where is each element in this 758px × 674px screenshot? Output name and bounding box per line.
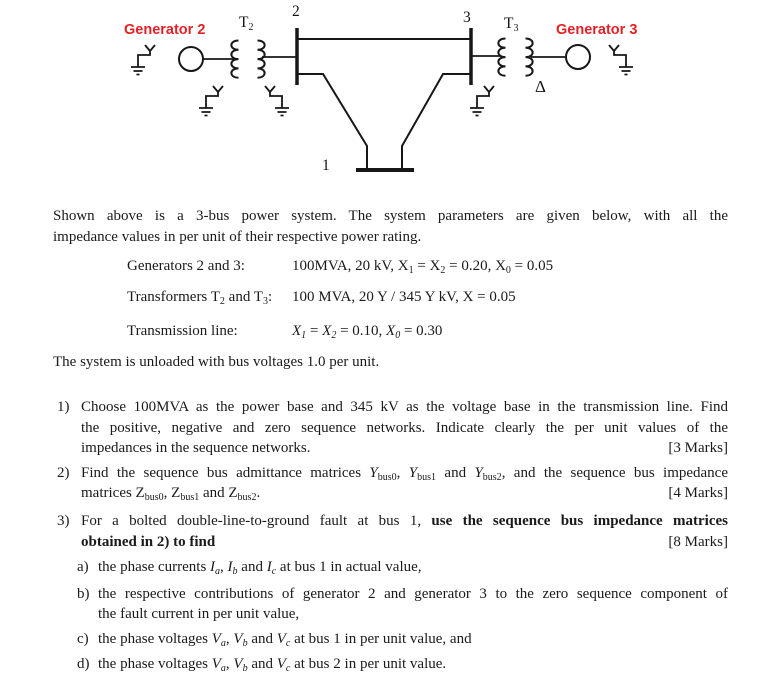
line-bus3-bus1	[402, 74, 470, 169]
text-run: at bus 1 in per unit value, and	[290, 631, 472, 647]
text-run: Y	[474, 464, 483, 481]
text-run: the fault current in per unit value,	[98, 606, 300, 623]
text-run: ,	[225, 655, 234, 672]
delta-winding-symbol: Δ	[535, 77, 546, 96]
text-line	[53, 352, 728, 373]
text-run: bus0	[377, 471, 397, 483]
text-run: :	[267, 289, 273, 306]
text-run: and T	[224, 289, 263, 306]
bus2-label: 2	[292, 3, 300, 20]
text-run: c	[285, 662, 291, 674]
item-marker: b)	[77, 585, 90, 602]
text-run: Generators 2 and 3:	[127, 258, 245, 275]
text-run: Find the sequence bus admittance matrices	[81, 464, 370, 481]
text-run: 100 MVA, 20 Y / 345 Y kV, X = 0.05	[292, 289, 516, 306]
question-3a	[53, 557, 728, 578]
item-marker: 3)	[57, 513, 70, 530]
document-body	[53, 206, 728, 674]
question-3c	[53, 629, 728, 650]
bus3-label: 3	[463, 9, 471, 26]
generator2-symbol	[179, 47, 203, 71]
text-run: , Z	[163, 485, 181, 502]
text-run: b	[242, 662, 248, 674]
text-run: X	[386, 322, 396, 339]
param-transmission-line	[127, 321, 728, 347]
param-label	[127, 256, 292, 282]
text-run: For a bolted double-line-to-ground fault at bus 1,	[81, 513, 432, 530]
text-run: 2	[331, 329, 337, 341]
param-label	[127, 321, 292, 347]
t2-right-ground-symbol	[265, 86, 289, 116]
line-bus2-bus1	[298, 74, 367, 169]
text-run: bus2	[237, 492, 257, 504]
text-run: T	[504, 15, 514, 32]
text-run: ,	[225, 631, 234, 647]
param-label	[127, 287, 292, 313]
t3-left-ground-symbol	[470, 86, 494, 116]
text-run: 0	[395, 329, 401, 341]
text-run: Shown above is a 3-bus power system. The system parameters are given below, with all the	[53, 208, 728, 224]
question-3d	[53, 654, 728, 674]
t2-winding-right	[258, 41, 265, 78]
transformer-t3-label	[504, 15, 518, 34]
text-run: and	[247, 631, 277, 647]
text-run: b	[242, 638, 248, 649]
text-run: c	[285, 638, 291, 649]
text-line	[98, 629, 728, 650]
text-run: bus1	[417, 471, 437, 483]
text-run: .	[256, 485, 261, 502]
text-run: a	[220, 662, 226, 674]
transformer-t2-label	[239, 14, 253, 33]
text-run: I	[227, 559, 233, 576]
gen3-neutral-ground-symbol	[609, 45, 633, 75]
param-value	[292, 321, 728, 347]
intro-paragraph	[53, 206, 728, 247]
text-run: 1	[408, 265, 414, 277]
text-run: V	[276, 631, 286, 647]
text-run: = X	[413, 258, 441, 275]
marks-label: [8 Marks]	[668, 533, 728, 550]
marks-label: [3 Marks]	[668, 440, 728, 457]
text-run: = 0.10,	[336, 322, 387, 339]
param-value	[292, 256, 728, 282]
text-run: = 0.30	[400, 322, 443, 339]
text-run: bus1	[180, 492, 200, 504]
text-run: c	[271, 566, 277, 578]
marks-label: [4 Marks]	[668, 485, 728, 502]
text-run: impedance values in per unit of their respective power rating.	[53, 228, 422, 245]
text-line	[53, 227, 728, 248]
text-run: the phase voltages	[98, 655, 212, 672]
text-run: at bus 2 in per unit value.	[290, 655, 447, 672]
text-run: =	[306, 322, 323, 339]
item-marker: a)	[77, 559, 89, 576]
text-run: The system is unloaded with bus voltages 1.0 per unit.	[53, 354, 380, 371]
text-run: a	[215, 566, 221, 578]
text-run: impedances in the sequence networks.	[81, 440, 311, 457]
text-line	[81, 532, 728, 553]
text-line	[98, 584, 728, 605]
text-run: Transformers T	[127, 289, 220, 306]
text-line	[53, 206, 728, 227]
text-run: T	[239, 14, 249, 31]
text-run: Transmission line:	[127, 322, 238, 339]
item-marker: 2)	[57, 464, 70, 481]
text-run: bus0	[144, 492, 164, 504]
bus1-label: 1	[322, 157, 330, 174]
text-run: and	[247, 655, 277, 672]
text-run: 0	[505, 265, 511, 277]
text-run: 2	[248, 22, 254, 33]
text-run: I	[266, 559, 272, 576]
text-run: ,	[220, 559, 228, 576]
text-run: the respective contributions of generator 2 and generator 3 to the zero sequence component of	[98, 585, 728, 602]
text-run: the phase voltages	[98, 631, 212, 647]
text-line	[81, 463, 728, 484]
text-line	[81, 483, 728, 504]
question-1	[53, 397, 728, 459]
t3-winding-left	[498, 39, 505, 76]
text-run: and Z	[199, 485, 238, 502]
text-line	[98, 604, 728, 625]
generator3-label: Generator 3	[556, 22, 638, 38]
text-run: 2	[219, 296, 225, 308]
text-run: 2	[440, 265, 446, 277]
one-line-diagram-svg	[0, 0, 758, 196]
text-run: at bus 1 in actual value,	[276, 559, 422, 576]
text-run: 100MVA, 20 kV, X	[292, 258, 409, 275]
text-run: I	[210, 559, 216, 576]
text-run: V	[233, 655, 243, 672]
text-run: 3	[513, 23, 519, 34]
text-run: X	[292, 322, 302, 339]
generator3-symbol	[566, 45, 590, 69]
t2-left-ground-symbol	[199, 86, 223, 116]
text-run: V	[233, 631, 243, 647]
text-run: 3	[262, 296, 268, 308]
text-run: obtained in 2) to find	[81, 533, 216, 550]
text-run: V	[211, 631, 221, 647]
text-line	[81, 418, 728, 439]
text-run: the phase currents	[98, 559, 211, 576]
item-marker: c)	[77, 631, 89, 647]
text-run: , and the sequence bus impedance	[501, 464, 728, 481]
param-value	[292, 287, 728, 313]
text-run: Y	[369, 464, 378, 481]
text-line	[98, 654, 728, 674]
text-line	[81, 438, 728, 459]
text-line	[98, 557, 728, 578]
text-run: = 0.20, X	[445, 258, 506, 275]
text-run: Y	[408, 464, 418, 481]
text-run: 1	[301, 329, 307, 341]
text-run: bus2	[482, 471, 502, 483]
item-marker: 1)	[57, 399, 70, 416]
gen2-neutral-ground-symbol	[131, 45, 155, 75]
generator2-label: Generator 2	[124, 22, 206, 38]
text-run: ,	[396, 464, 409, 481]
param-generators	[127, 256, 728, 282]
text-run: X	[322, 322, 332, 339]
one-line-diagram	[0, 0, 758, 196]
question-3b	[53, 584, 728, 625]
text-run: = 0.05	[510, 258, 554, 275]
question-3	[53, 511, 728, 552]
text-run: use the sequence bus impedance matrices	[431, 513, 728, 530]
text-line	[81, 397, 728, 418]
unloaded-note	[53, 352, 728, 373]
text-run: V	[211, 655, 221, 672]
text-line	[81, 511, 728, 532]
text-run: b	[232, 566, 238, 578]
text-run: a	[220, 638, 226, 649]
text-run: the positive, negative and zero sequence networks. Indicate clearly the per unit values of the	[81, 419, 728, 436]
param-transformers	[127, 287, 728, 313]
text-run: matrices Z	[81, 485, 145, 502]
text-run: Choose 100MVA as the power base and 345 kV as the voltage base in the transmission line. Find	[81, 399, 728, 416]
text-run: and	[237, 559, 267, 576]
question-2	[53, 463, 728, 504]
item-marker: d)	[77, 655, 90, 672]
text-run: V	[276, 655, 286, 672]
text-run: and	[436, 464, 475, 481]
